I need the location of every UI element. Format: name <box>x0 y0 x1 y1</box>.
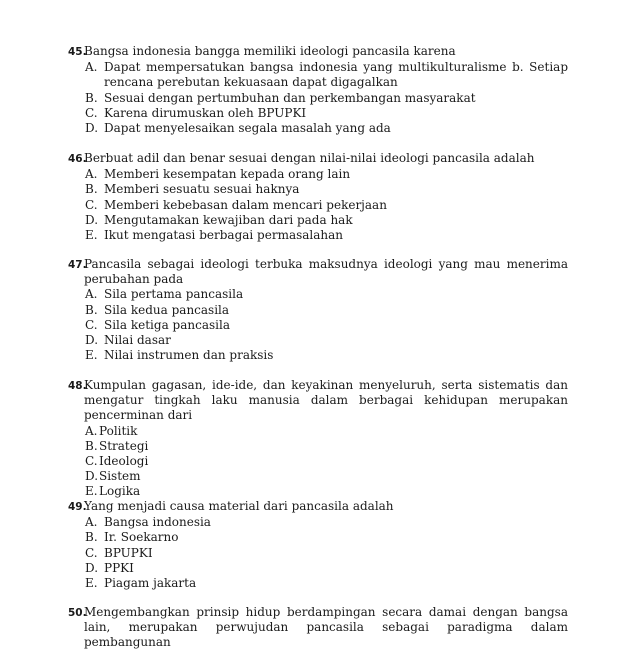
option-label: E. <box>85 348 98 363</box>
question-47 <box>68 257 568 363</box>
option-list <box>68 287 568 363</box>
option-list <box>68 167 568 243</box>
option-text: Memberi kesempatan kepada orang lain <box>104 167 351 182</box>
option-label: B. <box>85 90 98 105</box>
question-number: 47. <box>68 259 87 271</box>
question-text: Bangsa indonesia bangga memiliki ideologi pancasila karena <box>84 44 456 58</box>
option-label: C. <box>85 317 98 332</box>
option-a <box>68 287 568 302</box>
question-49 <box>68 499 568 591</box>
option-c <box>68 546 568 561</box>
option-label: A. <box>85 287 98 302</box>
option-b <box>68 182 568 197</box>
option-d <box>68 213 568 228</box>
question-number: 46. <box>68 153 87 165</box>
option-text: Politik <box>99 423 138 438</box>
option-label: C. <box>85 454 98 469</box>
option-b <box>68 530 568 545</box>
option-list <box>68 424 568 500</box>
question-stem <box>68 151 568 167</box>
option-d <box>68 469 568 484</box>
question-48 <box>68 378 568 500</box>
option-text: Bangsa indonesia <box>104 515 211 530</box>
option-label: E. <box>85 576 98 591</box>
option-b <box>68 303 568 318</box>
option-text: PPKI <box>104 560 134 575</box>
option-text: Sila ketiga pancasila <box>104 317 230 332</box>
option-text: BPUPKI <box>104 545 153 560</box>
option-label: B. <box>85 438 98 453</box>
option-c <box>68 198 568 213</box>
option-label: A. <box>85 60 98 75</box>
question-stem <box>68 605 568 651</box>
option-c <box>68 106 568 121</box>
option-label: E. <box>85 228 98 243</box>
option-label: D. <box>85 121 99 136</box>
option-text: Mengutamakan kewajiban dari pada hak <box>104 212 353 227</box>
option-a <box>68 424 568 439</box>
question-text: Mengembangkan prinsip hidup berdampingan secara damai dengan bangsa lain, merupakan perwujudan pancasila sebagai paradigma dalam pembangunan <box>84 605 568 650</box>
option-d <box>68 333 568 348</box>
option-text: Ir. Soekarno <box>104 530 179 545</box>
option-c <box>68 318 568 333</box>
option-b <box>68 91 568 106</box>
option-text: Strategi <box>99 438 149 453</box>
option-a <box>68 167 568 182</box>
option-a <box>68 60 568 90</box>
question-stem <box>68 378 568 424</box>
question-50 <box>68 605 568 651</box>
option-text: Ideologi <box>99 454 149 469</box>
option-d <box>68 121 568 136</box>
question-stem <box>68 44 568 60</box>
option-text: Logika <box>99 484 141 499</box>
option-e <box>68 228 568 243</box>
question-stem <box>68 257 568 287</box>
option-label: D. <box>85 333 99 348</box>
question-stem <box>68 499 568 515</box>
option-text: Sistem <box>99 469 141 484</box>
option-e <box>68 576 568 591</box>
option-label: E. <box>85 484 98 499</box>
option-text: Nilai dasar <box>104 333 171 348</box>
option-label: B. <box>85 182 98 197</box>
option-text: Karena dirumuskan oleh BPUPKI <box>104 105 307 120</box>
option-label: D. <box>85 469 99 484</box>
option-label: D. <box>85 212 99 227</box>
option-label: C. <box>85 197 98 212</box>
option-c <box>68 454 568 469</box>
option-e <box>68 348 568 363</box>
option-d <box>68 561 568 576</box>
option-label: A. <box>85 423 98 438</box>
option-list <box>68 60 568 136</box>
question-number: 49. <box>68 501 87 513</box>
question-text: Pancasila sebagai ideologi terbuka maksudnya ideologi yang mau menerima perubahan pada <box>84 257 568 287</box>
option-label: C. <box>85 105 98 120</box>
question-text: Kumpulan gagasan, ide-ide, dan keyakinan menyeluruh, serta sistematis dan mengatur tingkah laku manusia dalam berbagai kehidupan merupakan pencerminan dari <box>84 378 568 423</box>
option-e <box>68 484 568 499</box>
question-46 <box>68 151 568 243</box>
question-45 <box>68 44 568 136</box>
option-b <box>68 439 568 454</box>
question-number: 45. <box>68 46 87 58</box>
option-label: D. <box>85 560 99 575</box>
question-number: 48. <box>68 380 87 392</box>
option-a <box>68 515 568 530</box>
option-text: Piagam jakarta <box>104 576 197 591</box>
option-text: Sesuai dengan pertumbuhan dan perkembangan masyarakat <box>104 90 476 105</box>
option-text: Dapat mempersatukan bangsa indonesia yang multikulturalisme b. Setiap rencana perebutan kekuasaan dapat digagalkan <box>104 60 568 90</box>
option-label: A. <box>85 515 98 530</box>
question-text: Berbuat adil dan benar sesuai dengan nilai-nilai ideologi pancasila adalah <box>84 151 535 165</box>
question-number: 50. <box>68 607 87 619</box>
option-label: C. <box>85 545 98 560</box>
option-list <box>68 515 568 591</box>
option-text: Dapat menyelesaikan segala masalah yang ada <box>104 121 391 136</box>
option-text: Memberi kebebasan dalam mencari pekerjaan <box>104 197 387 212</box>
option-text: Sila pertama pancasila <box>104 287 244 302</box>
option-text: Memberi sesuatu sesuai haknya <box>104 182 300 197</box>
option-label: A. <box>85 167 98 182</box>
option-text: Ikut mengatasi berbagai permasalahan <box>104 228 344 243</box>
option-label: B. <box>85 530 98 545</box>
option-text: Nilai instrumen dan praksis <box>104 348 274 363</box>
option-label: B. <box>85 302 98 317</box>
question-text: Yang menjadi causa material dari pancasila adalah <box>84 499 394 513</box>
option-text: Sila kedua pancasila <box>104 302 230 317</box>
